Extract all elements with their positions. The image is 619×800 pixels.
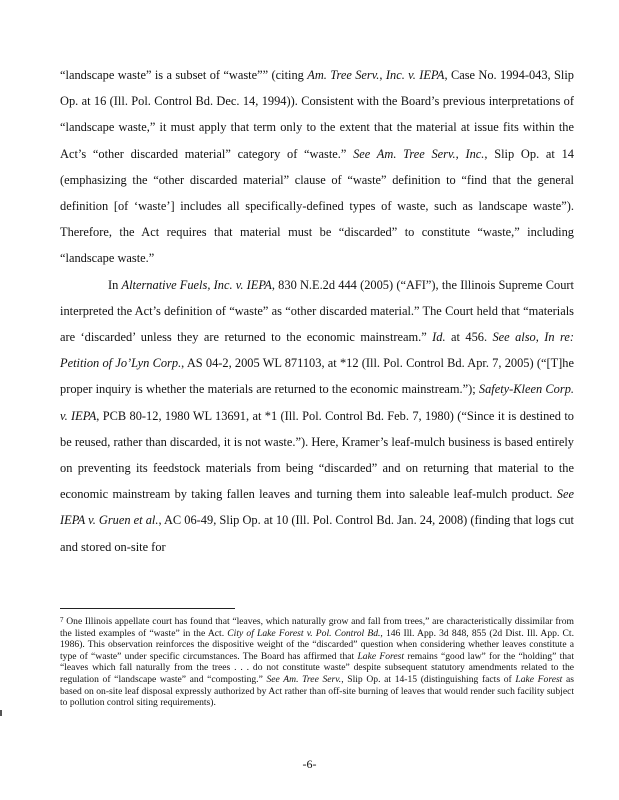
text-run: at 456. bbox=[445, 330, 493, 345]
footnote-marker: 7 bbox=[60, 616, 64, 624]
page-number: -6- bbox=[302, 757, 317, 771]
case-citation: See Am. Tree Serv. bbox=[266, 673, 342, 685]
text-run: remains “good law” for the “holding” that “leaves which fall naturally from the trees . . . do not constitute waste” despite subsequent statutory amendments related to the regulation of “landscape waste” and “composting.” bbox=[60, 650, 574, 685]
paragraph-alternative-fuels bbox=[60, 272, 574, 560]
footnote-divider bbox=[60, 608, 235, 609]
case-citation: Lake Forest bbox=[357, 650, 405, 662]
footnote-7 bbox=[60, 616, 574, 709]
text-run: , Case No. 1994-043, Slip Op. at 16 (Ill. Pol. Control Bd. Dec. 14, 1994)). Consistent with the Board’s previous interpretations of “landscape waste,” it must apply that term only to the extent that the material at issue fits within the Act’s “other discarded material” category of “waste.” bbox=[60, 68, 574, 161]
case-citation: See also, In re: Petition of Jo’Lyn Corp. bbox=[60, 330, 574, 371]
id-citation: Id. bbox=[432, 330, 446, 345]
case-citation: Alternative Fuels, Inc. v. IEPA bbox=[121, 277, 272, 292]
text-run: “landscape waste” is a subset of “waste”” (citing bbox=[60, 68, 308, 82]
case-citation: City of Lake Forest v. Pol. Control Bd. bbox=[227, 627, 381, 639]
text-run: In bbox=[108, 277, 122, 292]
case-citation: Lake Forest bbox=[515, 673, 563, 685]
paragraph-continuation bbox=[60, 62, 574, 272]
text-run: , 830 N.E.2d 444 (2005) (“AFI”), the Illinois Supreme Court interpreted the Act’s definition of “waste” as “other discarded material.” The Court held that “materials are ‘discarded’ unless they are returned to the economic mainstream.” bbox=[60, 277, 574, 345]
text-run: , AC 06-49, Slip Op. at 10 (Ill. Pol. Control Bd. Jan. 24, 2008) (finding that logs cut and stored on-site for bbox=[60, 513, 574, 554]
text-run: , Slip Op. at 14 (emphasizing the “other discarded material” clause of “waste” definition to “find that the general definition [of ‘waste’] includes all specifically-defined types of waste, such as landscape waste”). Therefore, the Act requires that material must be “discarded” to constitute “waste,” including “landscape waste.” bbox=[60, 146, 574, 266]
body-text bbox=[60, 62, 574, 560]
case-citation: See IEPA v. Gruen et al. bbox=[60, 487, 574, 528]
case-citation: Safety-Kleen Corp. v. IEPA bbox=[60, 382, 574, 423]
case-citation: Am. Tree Serv., Inc. v. IEPA bbox=[307, 68, 445, 82]
case-citation: See Am. Tree Serv., Inc. bbox=[353, 146, 485, 161]
text-run: , PCB 80-12, 1980 WL 13691, at *1 (Ill. Pol. Control Bd. Feb. 7, 1980) (“Since it is destined to be reused, rather than discarded, it is not waste.”). Here, Kramer’s leaf-mulch business is based entirely on preventing its feedstock materials from being “discarded” and on returning that material to the economic mainstream by taking fallen leaves and turning them into saleable leaf-mulch product. bbox=[60, 408, 574, 502]
text-run: , Slip Op. at 14-15 (distinguishing facts of bbox=[341, 673, 516, 685]
scan-edge-mark bbox=[0, 710, 2, 716]
text-run: , 146 Ill. App. 3d 848, 855 (2d Dist. Ill. App. Ct. 1986). This observation reinforces the dispositive weight of the “discarded” question when considering whether leaves constitute a type of “waste” under specific circumstances. The Board has affirmed that bbox=[60, 627, 574, 662]
text-run: , AS 04-2, 2005 WL 871103, at *12 (Ill. Pol. Control Bd. Apr. 7, 2005) (“[T]he proper inquiry is whether the materials are returned to the economic mainstream.”); bbox=[60, 356, 574, 397]
text-run: as based on on-site leaf disposal expressly authorized by Act rather than off-site burning of leaves that would render such facility subject to pollution control siting requirements). bbox=[60, 673, 575, 709]
text-run: One Illinois appellate court has found that “leaves, which naturally grow and fall from trees,” are characteristically dissimilar from the listed examples of “waste” in the Act. bbox=[60, 616, 574, 639]
